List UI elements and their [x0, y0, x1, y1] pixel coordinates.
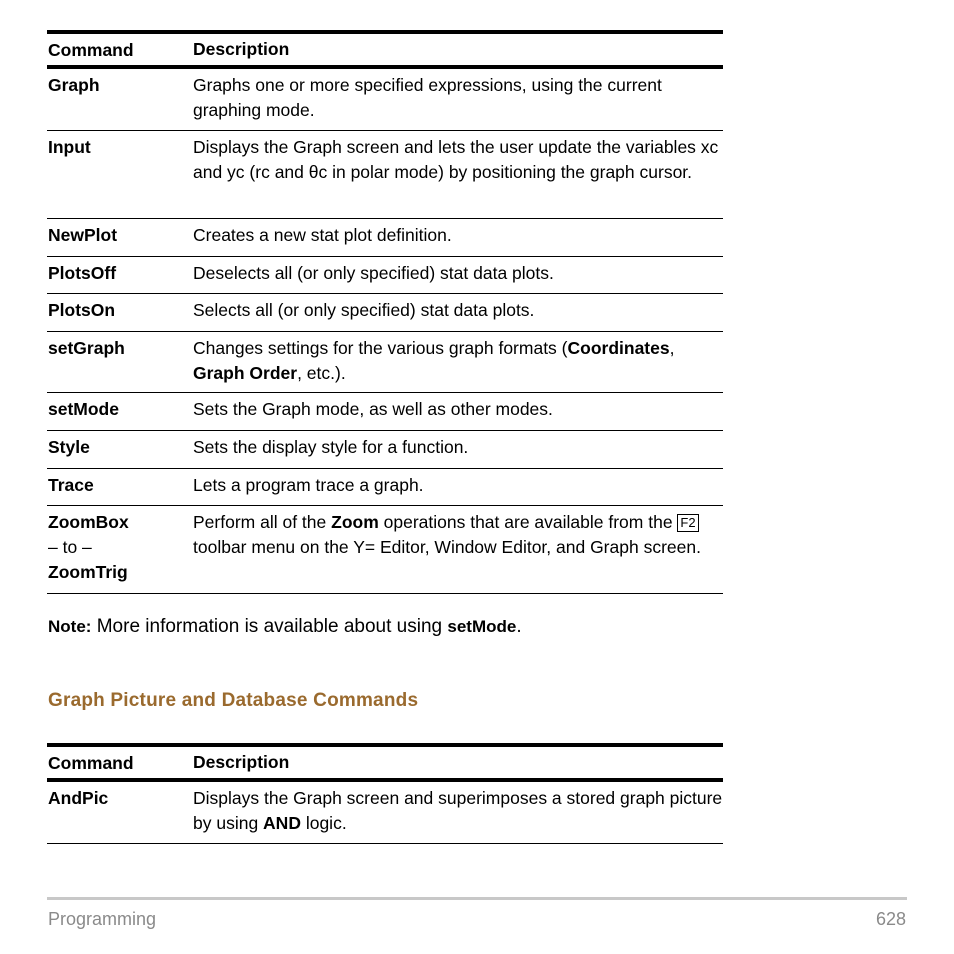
header-command: Command: [48, 39, 134, 60]
command-name-range: [47, 506, 193, 593]
table-row: [47, 219, 723, 257]
command-description: Sets the Graph mode, as well as other modes.: [193, 399, 553, 419]
table-row: [47, 69, 723, 131]
header-command: Command: [48, 752, 134, 773]
command-description: [193, 782, 723, 843]
note-label: Note:: [48, 617, 92, 636]
table-row: [47, 469, 723, 506]
description-text: Changes settings for the various graph formats (: [193, 338, 568, 358]
format-name-graph-order: Graph Order: [193, 363, 298, 383]
command-description: Selects all (or only specified) stat data plots.: [193, 300, 535, 320]
description-text: Perform all of the: [193, 512, 332, 532]
command-name: PlotsOn: [48, 300, 116, 320]
description-text: operations that are available from the: [378, 512, 678, 532]
header-description: Description: [193, 752, 290, 772]
command-description: [193, 332, 723, 392]
command-description: Lets a program trace a graph.: [193, 475, 424, 495]
command-description: Displays the Graph screen and lets the user update the variables xc and yc (rc and θc in polar mode) by positioning the graph cursor.: [193, 137, 719, 182]
and-keyword: AND: [263, 813, 301, 833]
command-name: Trace: [48, 475, 94, 495]
table-row: [47, 506, 723, 594]
table-row: [47, 294, 723, 332]
command-description: Deselects all (or only specified) stat data plots.: [193, 263, 554, 283]
description-text: logic.: [300, 813, 347, 833]
footer-divider: [47, 897, 907, 900]
format-name-coordinates: Coordinates: [567, 338, 670, 358]
command-description: Sets the display style for a function.: [193, 437, 469, 457]
command-name: setGraph: [48, 338, 125, 358]
table-row: [47, 393, 723, 431]
range-separator: – to –: [48, 537, 92, 557]
command-description: [193, 506, 723, 593]
header-description: Description: [193, 39, 290, 59]
table-row: [47, 131, 723, 219]
table-header: [47, 30, 723, 69]
command-name: Graph: [48, 75, 100, 95]
zoom-keyword: Zoom: [331, 512, 379, 532]
command-name: PlotsOff: [48, 263, 117, 283]
command-name: Input: [48, 137, 91, 157]
f2-key-icon: F2: [677, 514, 698, 532]
description-text: toolbar menu on the Y= Editor, Window Editor, and Graph screen.: [193, 537, 701, 557]
separator-text: ,: [669, 338, 675, 358]
table-row: [47, 332, 723, 393]
page-number: 628: [875, 909, 906, 929]
command-name: setMode: [48, 399, 119, 419]
note-end: .: [516, 616, 522, 637]
commands-table: [47, 30, 723, 594]
command-name: ZoomBox: [48, 512, 129, 532]
table-row: [47, 431, 723, 469]
command-description: Creates a new stat plot definition.: [193, 225, 452, 245]
table-row: [47, 257, 723, 294]
picture-commands-table: [47, 743, 723, 844]
description-text: Displays the Graph screen and superimposes a stored graph picture by using: [193, 788, 723, 833]
section-title: Graph Picture and Database Commands: [48, 690, 419, 711]
command-name: AndPic: [48, 788, 109, 808]
command-name: Style: [48, 437, 90, 457]
footer-section-name: Programming: [48, 909, 157, 929]
note-text: More information is available about using: [91, 616, 448, 637]
note-keyword: setMode: [447, 617, 517, 636]
command-name: NewPlot: [48, 225, 118, 245]
command-name: ZoomTrig: [48, 562, 128, 582]
description-text: , etc.).: [297, 363, 346, 383]
table-header: [47, 743, 723, 782]
command-description: Graphs one or more specified expressions, using the current graphing mode.: [193, 75, 662, 120]
table-row: [47, 782, 723, 844]
note: [48, 616, 522, 638]
